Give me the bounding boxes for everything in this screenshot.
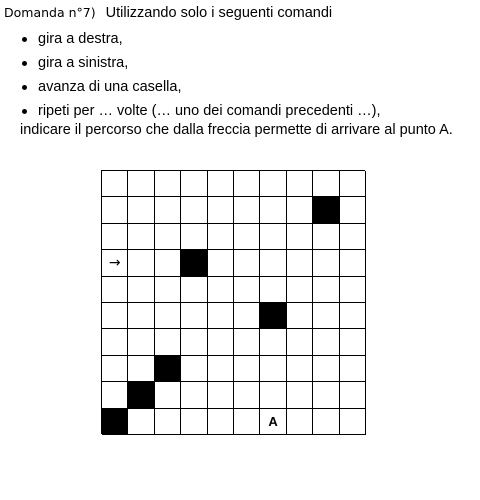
grid-cell: [234, 224, 260, 250]
grid-cell: [234, 329, 260, 355]
target-label: A: [268, 413, 278, 429]
grid-cell: [340, 329, 366, 355]
grid-cell: [181, 171, 207, 197]
right-arrow-icon: →: [108, 254, 121, 271]
grid-cell: [313, 224, 339, 250]
grid-cell: [340, 303, 366, 329]
command-list: [20, 30, 381, 126]
grid-cell: [181, 197, 207, 223]
grid-cell: [155, 171, 181, 197]
grid-cell: [128, 409, 154, 435]
grid-cell: [128, 197, 154, 223]
grid-cell: [287, 250, 313, 276]
grid-cell: [102, 197, 128, 223]
command-label: avanza di una casella,: [38, 79, 182, 95]
grid-cell: [234, 171, 260, 197]
list-item: [20, 54, 381, 78]
grid-cell: [340, 197, 366, 223]
obstacle-cell: [260, 303, 286, 329]
grid-cell: [155, 250, 181, 276]
grid-cell: [313, 329, 339, 355]
grid-cell: [128, 277, 154, 303]
grid-cell: [313, 356, 339, 382]
grid-cell: [313, 303, 339, 329]
bullet-icon: [22, 85, 27, 90]
grid-cell: [340, 356, 366, 382]
grid-cell: [260, 329, 286, 355]
grid-cell: [208, 277, 234, 303]
grid-cell: [260, 382, 286, 408]
grid-cell: [234, 277, 260, 303]
grid-cell: [208, 250, 234, 276]
grid-cell: [234, 197, 260, 223]
grid-cell: [260, 197, 286, 223]
grid-cell: [340, 382, 366, 408]
grid-cell: [155, 329, 181, 355]
list-item: [20, 30, 381, 54]
grid-cell: [287, 382, 313, 408]
bullet-icon: [22, 61, 27, 66]
bullet-icon: [22, 109, 27, 114]
grid-cell: [340, 171, 366, 197]
bullet-icon: [22, 37, 27, 42]
grid-cell: [260, 224, 286, 250]
question-number: Domanda n°7): [4, 5, 96, 20]
grid-cell: [313, 171, 339, 197]
grid-cell: [208, 303, 234, 329]
grid-cell: [313, 409, 339, 435]
grid-cell: [128, 329, 154, 355]
grid-cell: [102, 171, 128, 197]
grid-cell: [102, 329, 128, 355]
instruction-text: indicare il percorso che dalla freccia permette di arrivare al punto A.: [20, 122, 453, 138]
grid-cell: [102, 303, 128, 329]
grid-cell: [208, 197, 234, 223]
grid-cell: [208, 329, 234, 355]
start-cell: [102, 250, 128, 276]
grid-cell: [208, 356, 234, 382]
grid-cell: [313, 250, 339, 276]
grid-cell: [181, 329, 207, 355]
grid-cell: [287, 303, 313, 329]
obstacle-cell: [155, 356, 181, 382]
command-label: gira a destra,: [38, 31, 123, 47]
grid-cell: [155, 409, 181, 435]
grid-cell: [340, 277, 366, 303]
grid-cell: [181, 356, 207, 382]
grid-cell: [155, 197, 181, 223]
grid-cell: [234, 409, 260, 435]
grid-cell: [287, 329, 313, 355]
grid-cell: [234, 250, 260, 276]
obstacle-cell: [128, 382, 154, 408]
grid-cell: [128, 171, 154, 197]
grid-cell: [208, 171, 234, 197]
target-cell: [260, 409, 286, 435]
list-item: [20, 78, 381, 102]
grid-cell: [340, 409, 366, 435]
grid-cell: [155, 277, 181, 303]
grid-cell: [208, 224, 234, 250]
grid-cell: [102, 224, 128, 250]
grid-cell: [181, 303, 207, 329]
grid-cell: [128, 250, 154, 276]
grid-cell: [287, 356, 313, 382]
grid-cell: [287, 171, 313, 197]
grid-cell: [234, 356, 260, 382]
grid-cell: [287, 224, 313, 250]
grid-cell: [155, 382, 181, 408]
obstacle-cell: [102, 409, 128, 435]
grid-cell: [128, 303, 154, 329]
grid-cell: [181, 224, 207, 250]
grid-cell: [208, 382, 234, 408]
grid-cell: [155, 303, 181, 329]
obstacle-cell: [313, 197, 339, 223]
grid-cell: [208, 409, 234, 435]
grid-cell: [287, 277, 313, 303]
grid-cell: [102, 382, 128, 408]
grid-cell: [313, 277, 339, 303]
grid-cell: [260, 277, 286, 303]
grid-cell: [181, 277, 207, 303]
grid-cell: [260, 171, 286, 197]
grid-cell: [287, 197, 313, 223]
grid-cell: [128, 224, 154, 250]
path-grid: [101, 170, 365, 434]
command-label: ripeti per … volte (… uno dei comandi precedenti …),: [38, 103, 381, 119]
grid-cell: [102, 277, 128, 303]
grid-cell: [287, 409, 313, 435]
grid-cell: [340, 224, 366, 250]
question-text: Utilizzando solo i seguenti comandi: [105, 5, 333, 21]
obstacle-cell: [181, 250, 207, 276]
grid-cell: [102, 356, 128, 382]
grid-cell: [260, 250, 286, 276]
grid-cell: [128, 356, 154, 382]
grid-cell: [340, 250, 366, 276]
grid-cell: [181, 382, 207, 408]
grid-cell: [234, 382, 260, 408]
grid-cell: [260, 356, 286, 382]
grid-cell: [234, 303, 260, 329]
question-header: [4, 5, 332, 21]
grid-cell: [313, 382, 339, 408]
grid-cell: [181, 409, 207, 435]
grid-cell: [155, 224, 181, 250]
command-label: gira a sinistra,: [38, 55, 129, 71]
